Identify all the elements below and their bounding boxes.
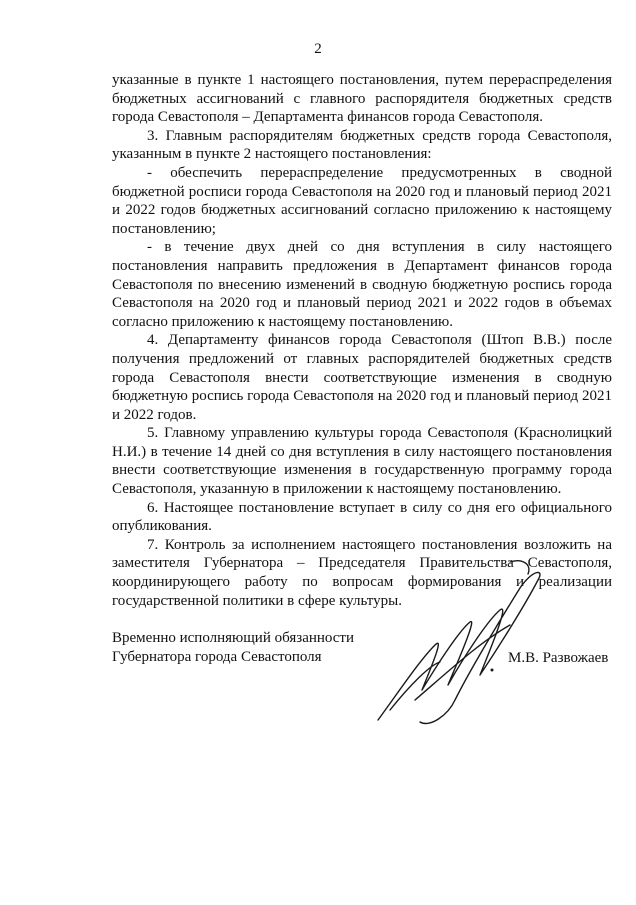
page-number: 2 [314, 41, 322, 57]
paragraph-item-3: 3. Главным распорядителям бюджетных средств города Севастополя, указанным в пункте 2 настоящего постановления: [112, 127, 612, 163]
paragraph-item-5: 5. Главному управлению культуры города Севастополя (Краснолицкий Н.И.) в течение 14 дней со дня вступления в силу настоящего постановления внести соответствующие изменения в государственную программу города Севастополя, указанную в приложении к настоящему постановлению. [112, 425, 612, 498]
paragraph-item-3-sub-1: - обеспечить перераспределение предусмотренных в сводной бюджетной росписи города Севастополя на 2020 год и плановый период 2021 и 2022 годов бюджетных ассигнований согласно приложению к настоящему постановлению; [112, 164, 612, 237]
paragraph-item-3-sub-2: - в течение двух дней со дня вступления в силу настоящего постановления направить предложения в Департамент финансов города Севастополя по внесению изменений в сводную бюджетную роспись города Севастополя на 2020 год и плановый период 2021 и 2022 годов в объемах согласно приложению к настоящему постановлению. [112, 239, 612, 330]
paragraph-item-7: 7. Контроль за исполнением настоящего постановления возложить на заместителя Губернатора – Председателя Правительства Севастополя, координирующего работу по вопросам формирования и реализации государственной политики в сфере культуры. [112, 536, 612, 609]
paragraph-item-6: 6. Настоящее постановление вступает в силу со дня его официального опубликования. [112, 499, 612, 535]
paragraph-continuation: указанные в пункте 1 настоящего постановления, путем перераспределения бюджетных ассигнований с главного распорядителя бюджетных средств города Севастополя – Департамента финансов города Севастополя. [112, 72, 612, 126]
document-body [112, 71, 612, 610]
signer-name: М.В. Развожаев [508, 650, 609, 666]
signer-position-line-1: Временно исполняющий обязанности [112, 630, 355, 646]
signer-position-line-2: Губернатора города Севастополя [112, 648, 322, 665]
signature-icon [360, 550, 560, 740]
paragraph-item-4: 4. Департаменту финансов города Севастополя (Штоп В.В.) после получения предложений от главных распорядителей бюджетных средств города Севастополя внести соответствующие изменения в сводную бюджетную роспись города Севастополя на 2020 год и плановый период 2021 и 2022 годов. [112, 332, 612, 423]
